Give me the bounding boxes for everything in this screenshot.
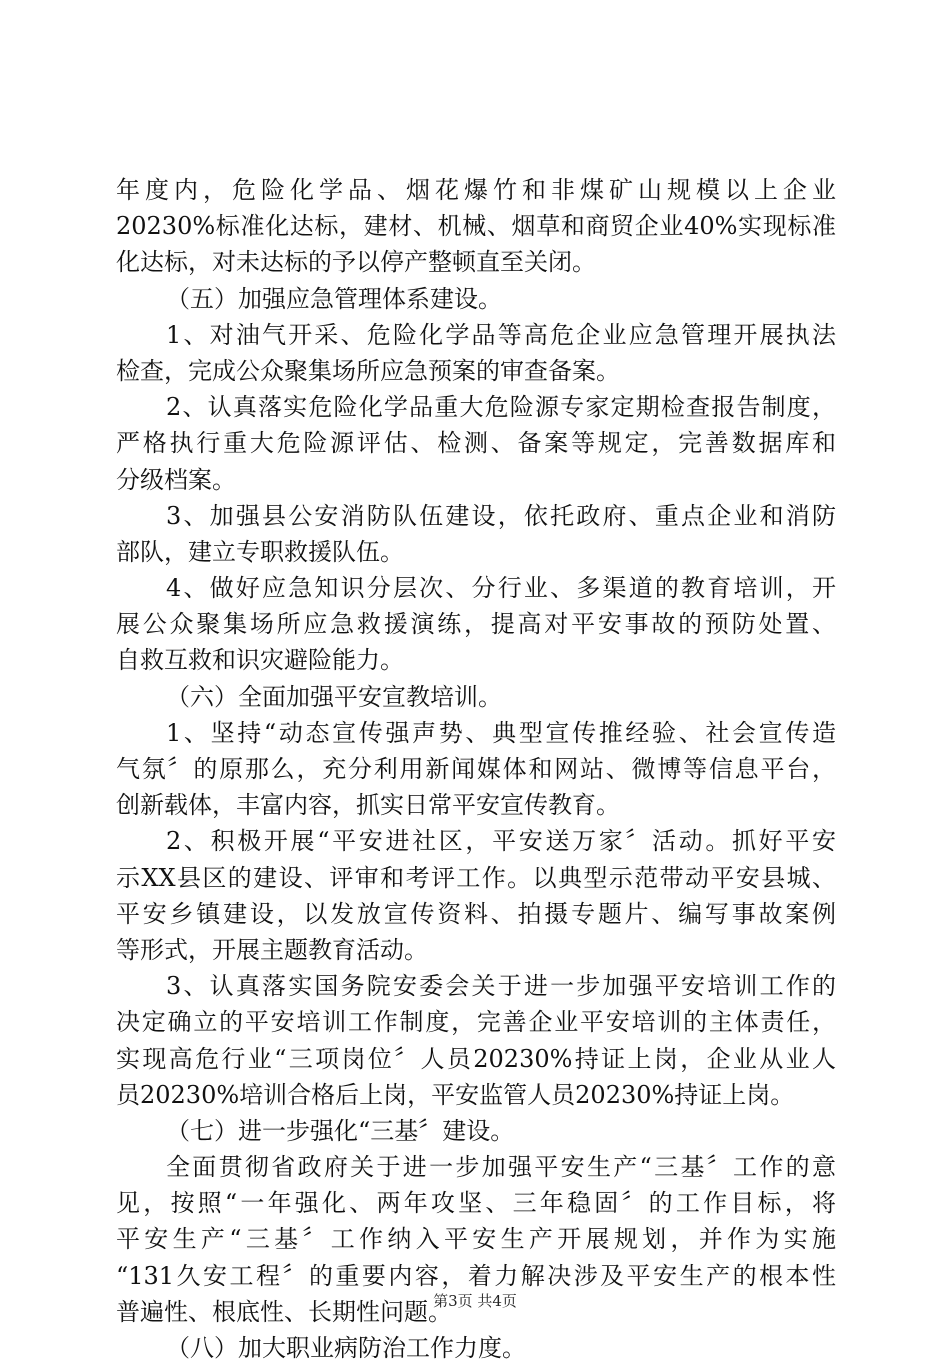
body-line: 自救互救和识灾避险能力。 bbox=[116, 646, 404, 675]
section-heading: （六）全面加强平安宣教培训。 bbox=[166, 682, 502, 711]
body-line: 全面贯彻省政府关于进一步加强平安生产“三基〞工作的意 bbox=[166, 1153, 836, 1182]
section-heading: （七）进一步强化“三基〞建设。 bbox=[166, 1116, 515, 1145]
document-body bbox=[116, 172, 836, 1366]
body-line: 4、做好应急知识分层次、分行业、多渠道的教育培训，开 bbox=[166, 574, 836, 603]
body-line: 见，按照“一年强化、两年攻坚、三年稳固〞的工作目标，将 bbox=[116, 1189, 836, 1218]
body-line: 示XX县区的建设、评审和考评工作。以典型示范带动平安县城、 bbox=[116, 863, 836, 892]
page-number-label: 第3页 共4页 bbox=[433, 1292, 517, 1310]
body-line: 气氛〞的原那么，充分利用新闻媒体和网站、微博等信息平台， bbox=[116, 755, 836, 783]
body-line: 决定确立的平安培训工作制度，完善企业平安培训的主体责任， bbox=[116, 1008, 836, 1037]
body-line: “131久安工程〞的重要内容，着力解决涉及平安生产的根本性 bbox=[116, 1261, 836, 1290]
body-line: 1、对油气开采、危险化学品等高危企业应急管理开展执法 bbox=[166, 320, 836, 349]
body-line: 3、加强县公安消防队伍建设，依托政府、重点企业和消防 bbox=[166, 501, 836, 530]
body-line: 创新载体，丰富内容，抓实日常平安宣传教育。 bbox=[116, 791, 620, 820]
body-line: 20230%标准化达标，建材、机械、烟草和商贸企业40%实现标准 bbox=[116, 212, 836, 241]
body-line: 实现高危行业“三项岗位〞人员20230%持证上岗，企业从业人 bbox=[116, 1044, 836, 1073]
body-line: 2、积极开展“平安进社区，平安送万家〞活动。抓好平安 bbox=[166, 827, 836, 856]
section-heading: （八）加大职业病防治工作力度。 bbox=[166, 1334, 526, 1362]
body-line: 展公众聚集场所应急救援演练，提高对平安事故的预防处置、 bbox=[116, 610, 836, 639]
body-line: 严格执行重大危险源评估、检测、备案等规定，完善数据库和 bbox=[116, 429, 836, 458]
body-line: 化达标，对未达标的予以停产整顿直至关闭。 bbox=[116, 248, 596, 277]
body-line: 员20230%培训合格后上岗，平安监管人员20230%持证上岗。 bbox=[116, 1080, 795, 1109]
body-line: 等形式，开展主题教育活动。 bbox=[116, 935, 428, 964]
section-heading: （五）加强应急管理体系建设。 bbox=[166, 284, 502, 313]
body-line: 2、认真落实危险化学品重大危险源专家定期检查报告制度， bbox=[166, 393, 836, 422]
page-footer bbox=[0, 1290, 950, 1311]
body-line: 检查，完成公众聚集场所应急预案的审查备案。 bbox=[116, 356, 620, 385]
body-line: 3、认真落实国务院安委会关于进一步加强平安培训工作的 bbox=[166, 972, 836, 1001]
body-line: 分级档案。 bbox=[116, 465, 236, 494]
body-line: 普遍性、根底性、长期性问题。 bbox=[116, 1297, 452, 1326]
body-line: 1、坚持“动态宣传强声势、典型宣传推经验、社会宣传造 bbox=[166, 718, 836, 747]
body-line: 平安乡镇建设，以发放宣传资料、拍摄专题片、编写事故案例 bbox=[116, 899, 836, 928]
body-line: 年度内，危险化学品、烟花爆竹和非煤矿山规模以上企业 bbox=[116, 176, 836, 204]
body-line: 平安生产“三基〞工作纳入平安生产开展规划，并作为实施 bbox=[116, 1225, 836, 1254]
body-line: 部队，建立专职救援队伍。 bbox=[116, 537, 404, 566]
